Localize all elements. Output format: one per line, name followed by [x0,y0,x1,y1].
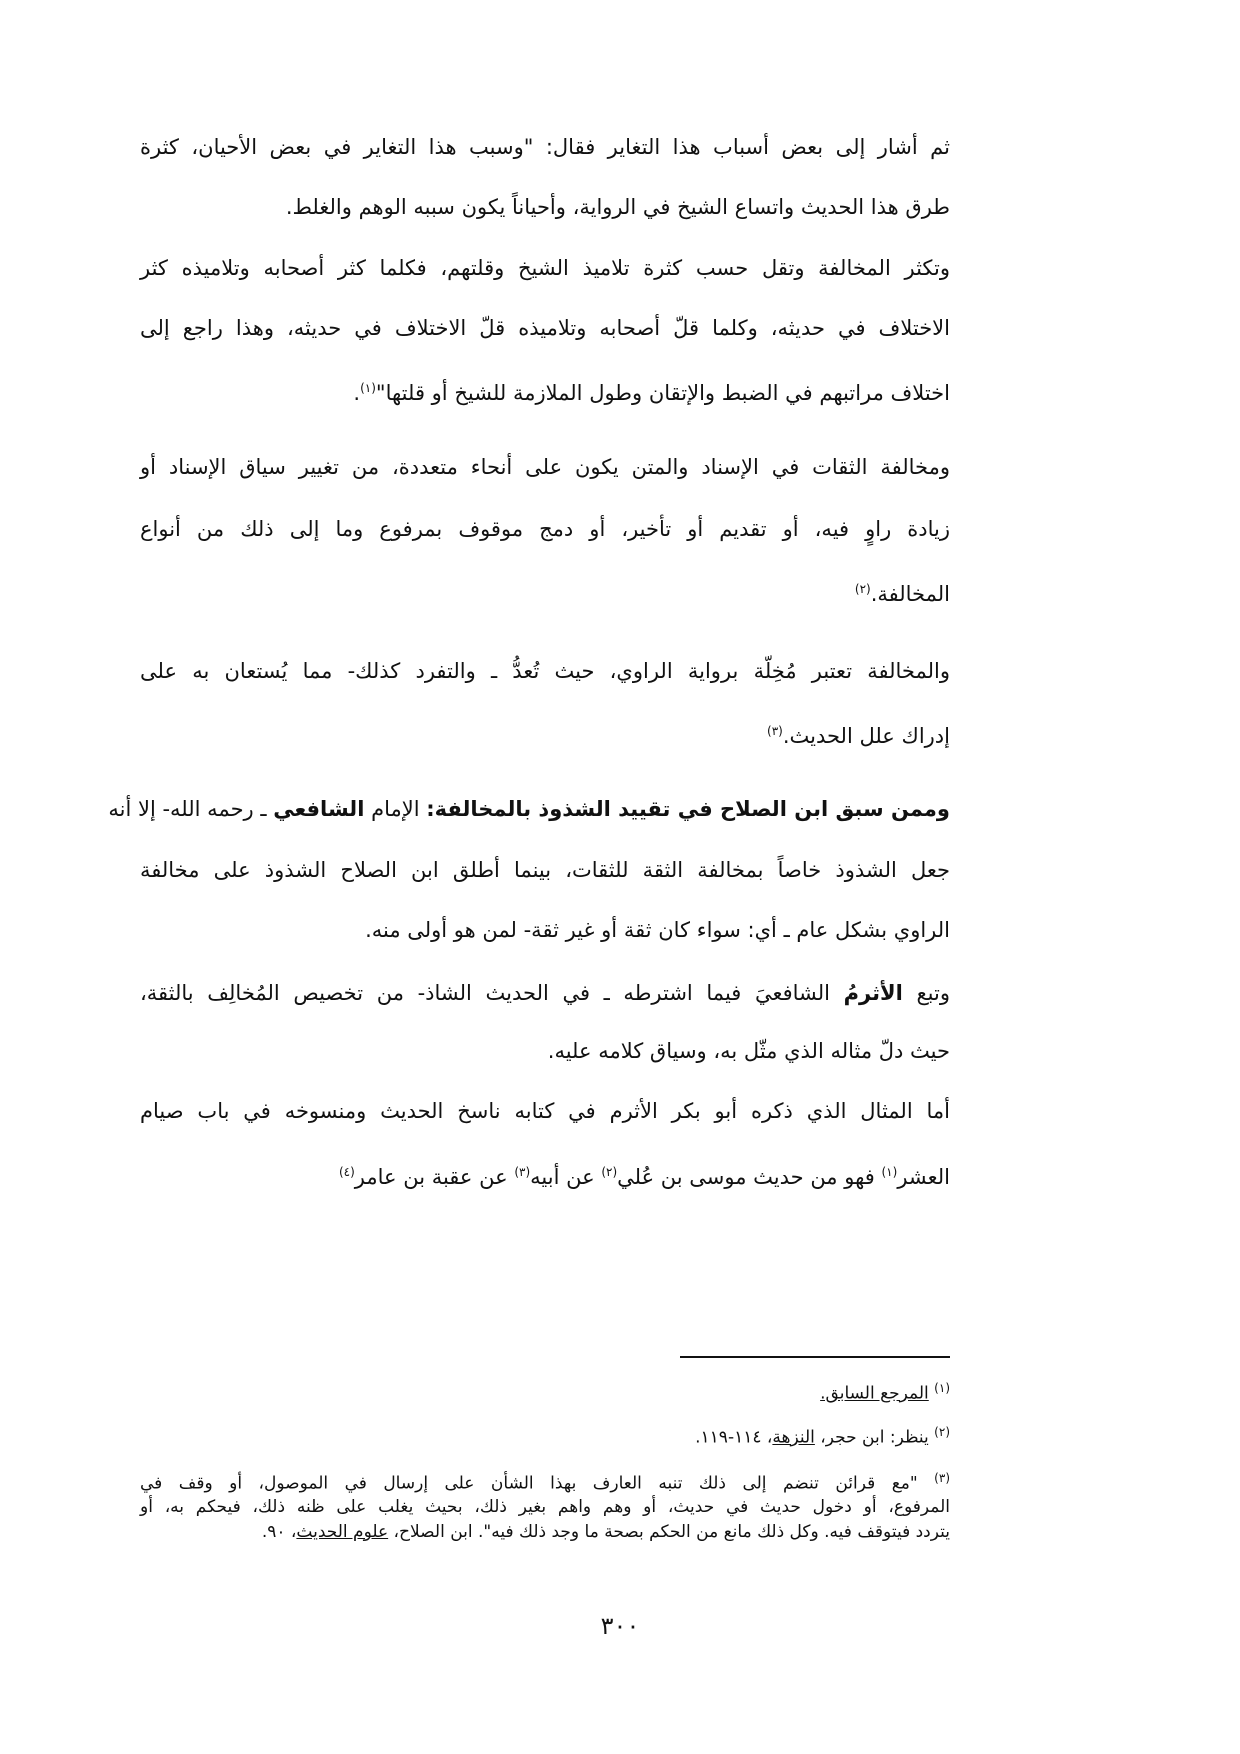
bold-heading: وممن سبق ابن الصلاح في تقييد الشذوذ بالمخالفة: [426,797,950,821]
body-line: ثم أشار إلى بعض أسباب هذا التغاير فقال: "وسبب هذا التغاير في بعض الأحيان، كثرة [140,135,950,159]
body-line [140,978,950,1008]
body-line: الاختلاف في حديثه، وكلما قلّ أصحابه وتلاميذه قلّ الاختلاف في حديثه، وهذا راجع إلى [140,316,950,340]
body-text: العشر [897,1165,950,1189]
footnote-ref: (٢) [601,1165,618,1179]
body-line [108,794,950,824]
footnote-mark: (٣) [934,1471,950,1485]
body-text: اختلاف مراتبهم في الضبط والإتقان وطول الملازمة للشيخ أو قلتها" [375,381,950,405]
footnote-ref: (٣) [767,724,783,738]
footnote-text: ينظر: ابن حجر، [814,1427,929,1448]
body-text: عن عقبة بن عامر [354,1165,515,1189]
body-text: ـ رحمه الله- إلا أنه [108,797,274,821]
footnote-mark: (١) [934,1381,950,1395]
footnote-title: المرجع السابق. [820,1383,929,1404]
footnote-text: "مع قرائن تنضم إلى ذلك تنبه العارف بهذا الشأن على إرسال في الموصول، أو وقف في [140,1473,935,1494]
footnote-ref: (٤) [338,1165,355,1179]
body-line: والمخالفة تعتبر مُخِلّة برواية الراوي، حيث تُعدُّ ـ والتفرد كذلك- مما يُستعان به على [140,659,950,683]
footnote-2 [140,1420,950,1450]
body-line [140,1157,950,1192]
footnote-ref: (٣) [514,1165,531,1179]
bold-name: الأثرمُ [843,981,903,1005]
body-line: زيادة راوٍ فيه، أو تقديم أو تأخير، أو دمج موقوف بمرفوع وما إلى ذلك من أنواع [140,517,950,541]
body-line [140,373,950,408]
bold-name: الشافعي [273,797,365,821]
body-text: فهو من حديث موسى بن عُلي [617,1165,882,1189]
period: . [353,381,361,405]
footnote-3-line [140,1466,950,1496]
footnote-ref: (١) [360,381,376,395]
body-text: الشافعيَ فيما اشترطه ـ في الحديث الشاذ- من تخصيص المُخالِف بالثقة، [140,981,844,1005]
page-number: ٣٠٠ [600,1612,640,1640]
footnote-title: النزهة [772,1427,815,1448]
footnote-1 [140,1376,950,1406]
body-line: الراوي بشكل عام ـ أي: سواء كان ثقة أو غير ثقة- لمن هو أولى منه. [365,918,950,942]
body-line: جعل الشذوذ خاصاً بمخالفة الثقة للثقات، بينما أطلق ابن الصلاح الشذوذ على مخالفة [140,858,950,882]
footnote-ref: (٢) [854,582,871,596]
footnote-text: ، ٩٠. [261,1522,297,1542]
body-line: حيث دلّ مثاله الذي مثّل به، وسياق كلامه عليه. [547,1039,950,1063]
footnote-title: علوم الحديث [296,1522,389,1542]
body-text: المخالفة. [870,582,950,606]
footnote-3-line [140,1520,950,1544]
footnote-text: يتردد فيتوقف فيه. وكل ذلك مانع من الحكم بصحة ما وجد ذلك فيه". ابن الصلاح، [388,1522,950,1542]
footnote-text: ، ١١٤-١١٩. [695,1427,773,1448]
body-text: وتبع [902,981,950,1005]
body-text: عن أبيه [530,1165,602,1189]
body-line: وتكثر المخالفة وتقل حسب كثرة تلاميذ الشيخ وقلتهم، فكلما كثر أصحابه وتلاميذه كثر [140,256,950,280]
footnote-3-line: المرفوع، أو دخول حديث في حديث، أو وهم واهم بغير ذلك، بحيث يغلب على ظنه ذلك، فيحكم به، أو [140,1497,950,1517]
body-line [140,574,950,609]
body-line: أما المثال الذي ذكره أبو بكر الأثرم في كتابه ناسخ الحديث ومنسوخه في باب صيام [140,1099,950,1123]
footnote-mark: (٢) [934,1425,950,1439]
body-line: ومخالفة الثقات في الإسناد والمتن يكون على أنحاء متعددة، من تغيير سياق الإسناد أو [140,455,950,479]
body-line [140,716,950,751]
footnote-separator [680,1356,950,1358]
footnote-ref: (١) [881,1165,898,1179]
body-text: الإمام [364,797,427,821]
body-line: طرق هذا الحديث واتساع الشيخ في الرواية، وأحياناً يكون سببه الوهم والغلط. [285,195,950,219]
body-text: إدراك علل الحديث. [782,724,950,748]
